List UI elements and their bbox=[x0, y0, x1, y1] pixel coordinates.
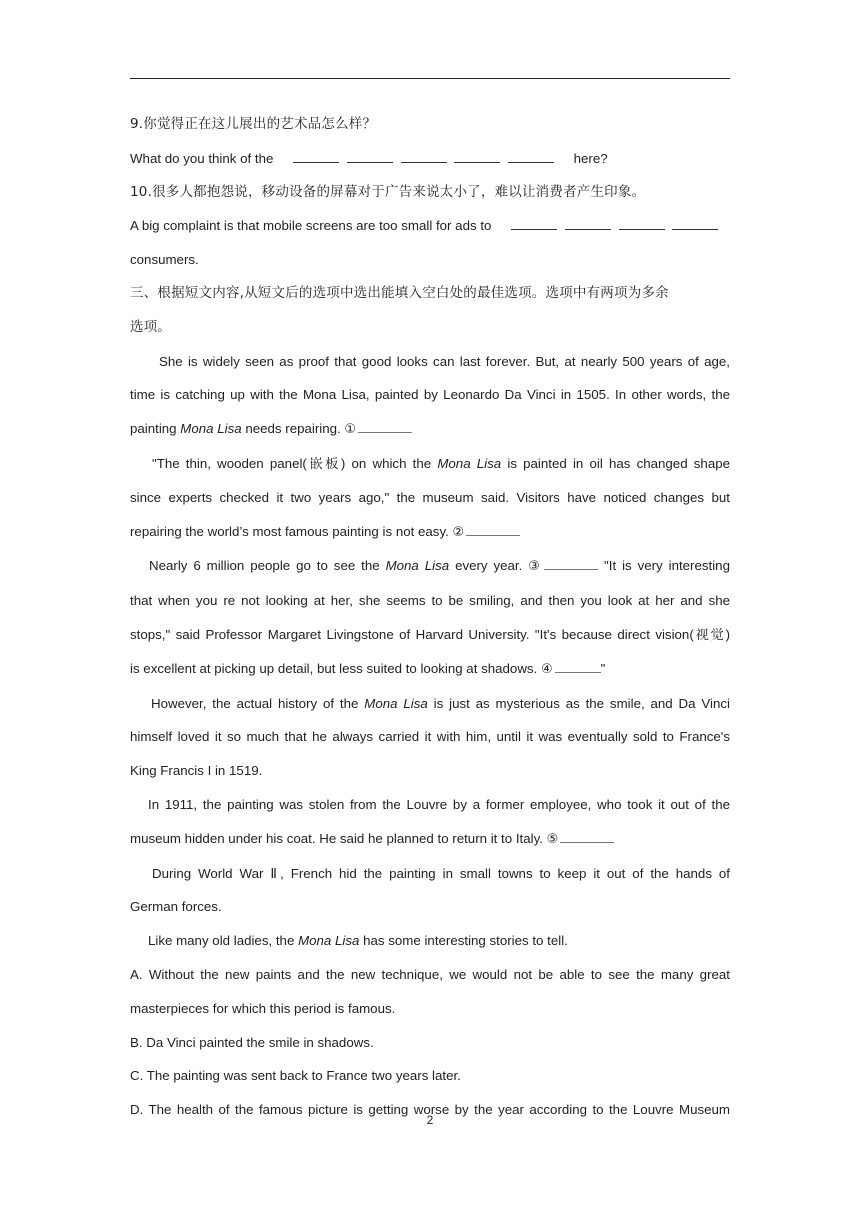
gap-5-blank[interactable] bbox=[560, 831, 614, 843]
blank[interactable] bbox=[672, 218, 718, 230]
blank[interactable] bbox=[347, 151, 393, 163]
gap-2-blank[interactable] bbox=[466, 524, 520, 536]
option-c: C. The painting was sent back to France two years later. bbox=[130, 1068, 461, 1084]
option-a: A. Without the new paints and the new technique, we would not be able to see the many great bbox=[130, 966, 730, 982]
p6-line: During World War Ⅱ, French hid the painting in small towns to keep it out of the hands of bbox=[152, 865, 730, 881]
p1-line: time is catching up with the Mona Lisa, painted by Leonardo Da Vinci in 1505. In other words, the bbox=[130, 387, 730, 403]
p4-line: himself loved it so much that he always carried it with him, until it was eventually sold to France's bbox=[130, 729, 730, 745]
text: Nearly 6 million people go to see the bbox=[149, 558, 380, 574]
p3-line: that when you re not looking at her, she seems to be smiling, and then you look at her and she bbox=[130, 593, 730, 609]
text: repairing the world’s most famous painting is not easy. bbox=[130, 523, 449, 539]
option-a-cont: masterpieces for which this period is famous. bbox=[130, 1000, 396, 1016]
text: has some interesting stories to tell. bbox=[363, 933, 568, 949]
text: is just as mysterious as the smile, and Da Vinci bbox=[433, 695, 730, 711]
section3-heading: 三、根据短文内容,从短文后的选项中选出能填入空白处的最佳选项。选项中有两项为多余 bbox=[130, 284, 669, 301]
q10-english bbox=[130, 209, 730, 243]
p1-line bbox=[130, 412, 730, 447]
q10-text-start: A big complaint is that mobile screens are too small for ads to bbox=[130, 218, 492, 234]
painting-title: Mona Lisa bbox=[437, 455, 502, 471]
blank[interactable] bbox=[511, 218, 557, 230]
gap-marker-4: ④ bbox=[540, 661, 553, 677]
section3-heading-cont: 选项。 bbox=[130, 318, 172, 335]
p4-line bbox=[130, 687, 730, 721]
q9-text-start: What do you think of the bbox=[130, 150, 274, 166]
blank[interactable] bbox=[454, 151, 500, 163]
q9-english bbox=[130, 142, 730, 176]
gap-marker-3: ③ bbox=[528, 559, 543, 575]
q10-english-end: consumers. bbox=[130, 252, 199, 268]
p5-line: In 1911, the painting was stolen from the Louvre by a former employee, who took it out of the bbox=[148, 796, 730, 812]
p6-line: German forces. bbox=[130, 899, 222, 915]
painting-title: Mona Lisa bbox=[180, 421, 242, 437]
p3-line bbox=[130, 652, 730, 687]
blank[interactable] bbox=[619, 218, 665, 230]
gap-marker-2: ② bbox=[452, 524, 465, 540]
gap-3-blank[interactable] bbox=[544, 558, 598, 570]
q10-blanks[interactable] bbox=[509, 209, 720, 243]
header-rule bbox=[130, 78, 730, 79]
blank[interactable] bbox=[401, 151, 447, 163]
text: needs repairing. bbox=[245, 421, 341, 437]
p2-line: since experts checked it two years ago," the museum said. Visitors have noticed changes but bbox=[130, 489, 730, 505]
closing-quote: " bbox=[600, 660, 606, 676]
p3-line: stops," said Professor Margaret Livingstone of Harvard University. "It's because direct vision(视觉) bbox=[130, 626, 730, 642]
painting-title: Mona Lisa bbox=[298, 933, 360, 949]
p4-line: King Francis I in 1519. bbox=[130, 763, 263, 779]
gap-4-blank[interactable] bbox=[555, 661, 601, 673]
painting-title: Mona Lisa bbox=[364, 695, 428, 711]
p7-line bbox=[130, 924, 730, 958]
q9-chinese: 9.你觉得正在这儿展出的艺术品怎么样？ bbox=[130, 116, 377, 132]
text: However, the actual history of the bbox=[151, 695, 359, 711]
q9-blanks[interactable] bbox=[291, 142, 556, 176]
text: is painted in oil has changed shape bbox=[507, 455, 731, 471]
gap-1-blank[interactable] bbox=[358, 421, 412, 433]
painting-title: Mona Lisa bbox=[385, 558, 450, 574]
q9-text-end: here? bbox=[573, 150, 608, 166]
option-b: B. Da Vinci painted the smile in shadows. bbox=[130, 1034, 374, 1050]
text: every year. bbox=[455, 558, 523, 574]
page-number: 2 bbox=[426, 1113, 434, 1127]
p3-line bbox=[130, 549, 730, 584]
gap-marker-5: ⑤ bbox=[546, 831, 559, 847]
document-body bbox=[130, 108, 730, 1127]
blank[interactable] bbox=[565, 218, 611, 230]
blank[interactable] bbox=[508, 151, 554, 163]
text: museum hidden under his coat. He said he planned to return it to Italy. bbox=[130, 830, 543, 846]
p2-line bbox=[130, 515, 730, 550]
text: "The thin, wooden panel(嵌板) on which the bbox=[152, 455, 432, 471]
p1-line: She is widely seen as proof that good looks can last forever. But, at nearly 500 years of age, bbox=[159, 353, 730, 369]
q10-chinese: 10.很多人都抱怨说，移动设备的屏幕对于广告来说太小了，难以让消费者产生印象。 bbox=[130, 183, 646, 200]
p2-line bbox=[130, 447, 730, 481]
gap-marker-1: ① bbox=[344, 422, 357, 438]
text: Like many old ladies, the bbox=[148, 933, 295, 949]
option-d: D. The health of the famous picture is getting worse by the year according to the Louvre Museum bbox=[130, 1102, 730, 1118]
blank[interactable] bbox=[293, 151, 339, 163]
text: is excellent at picking up detail, but less suited to looking at shadows. bbox=[130, 660, 538, 676]
text: "It is very interesting bbox=[604, 558, 730, 574]
p5-line bbox=[130, 822, 730, 857]
text: painting bbox=[130, 421, 177, 437]
